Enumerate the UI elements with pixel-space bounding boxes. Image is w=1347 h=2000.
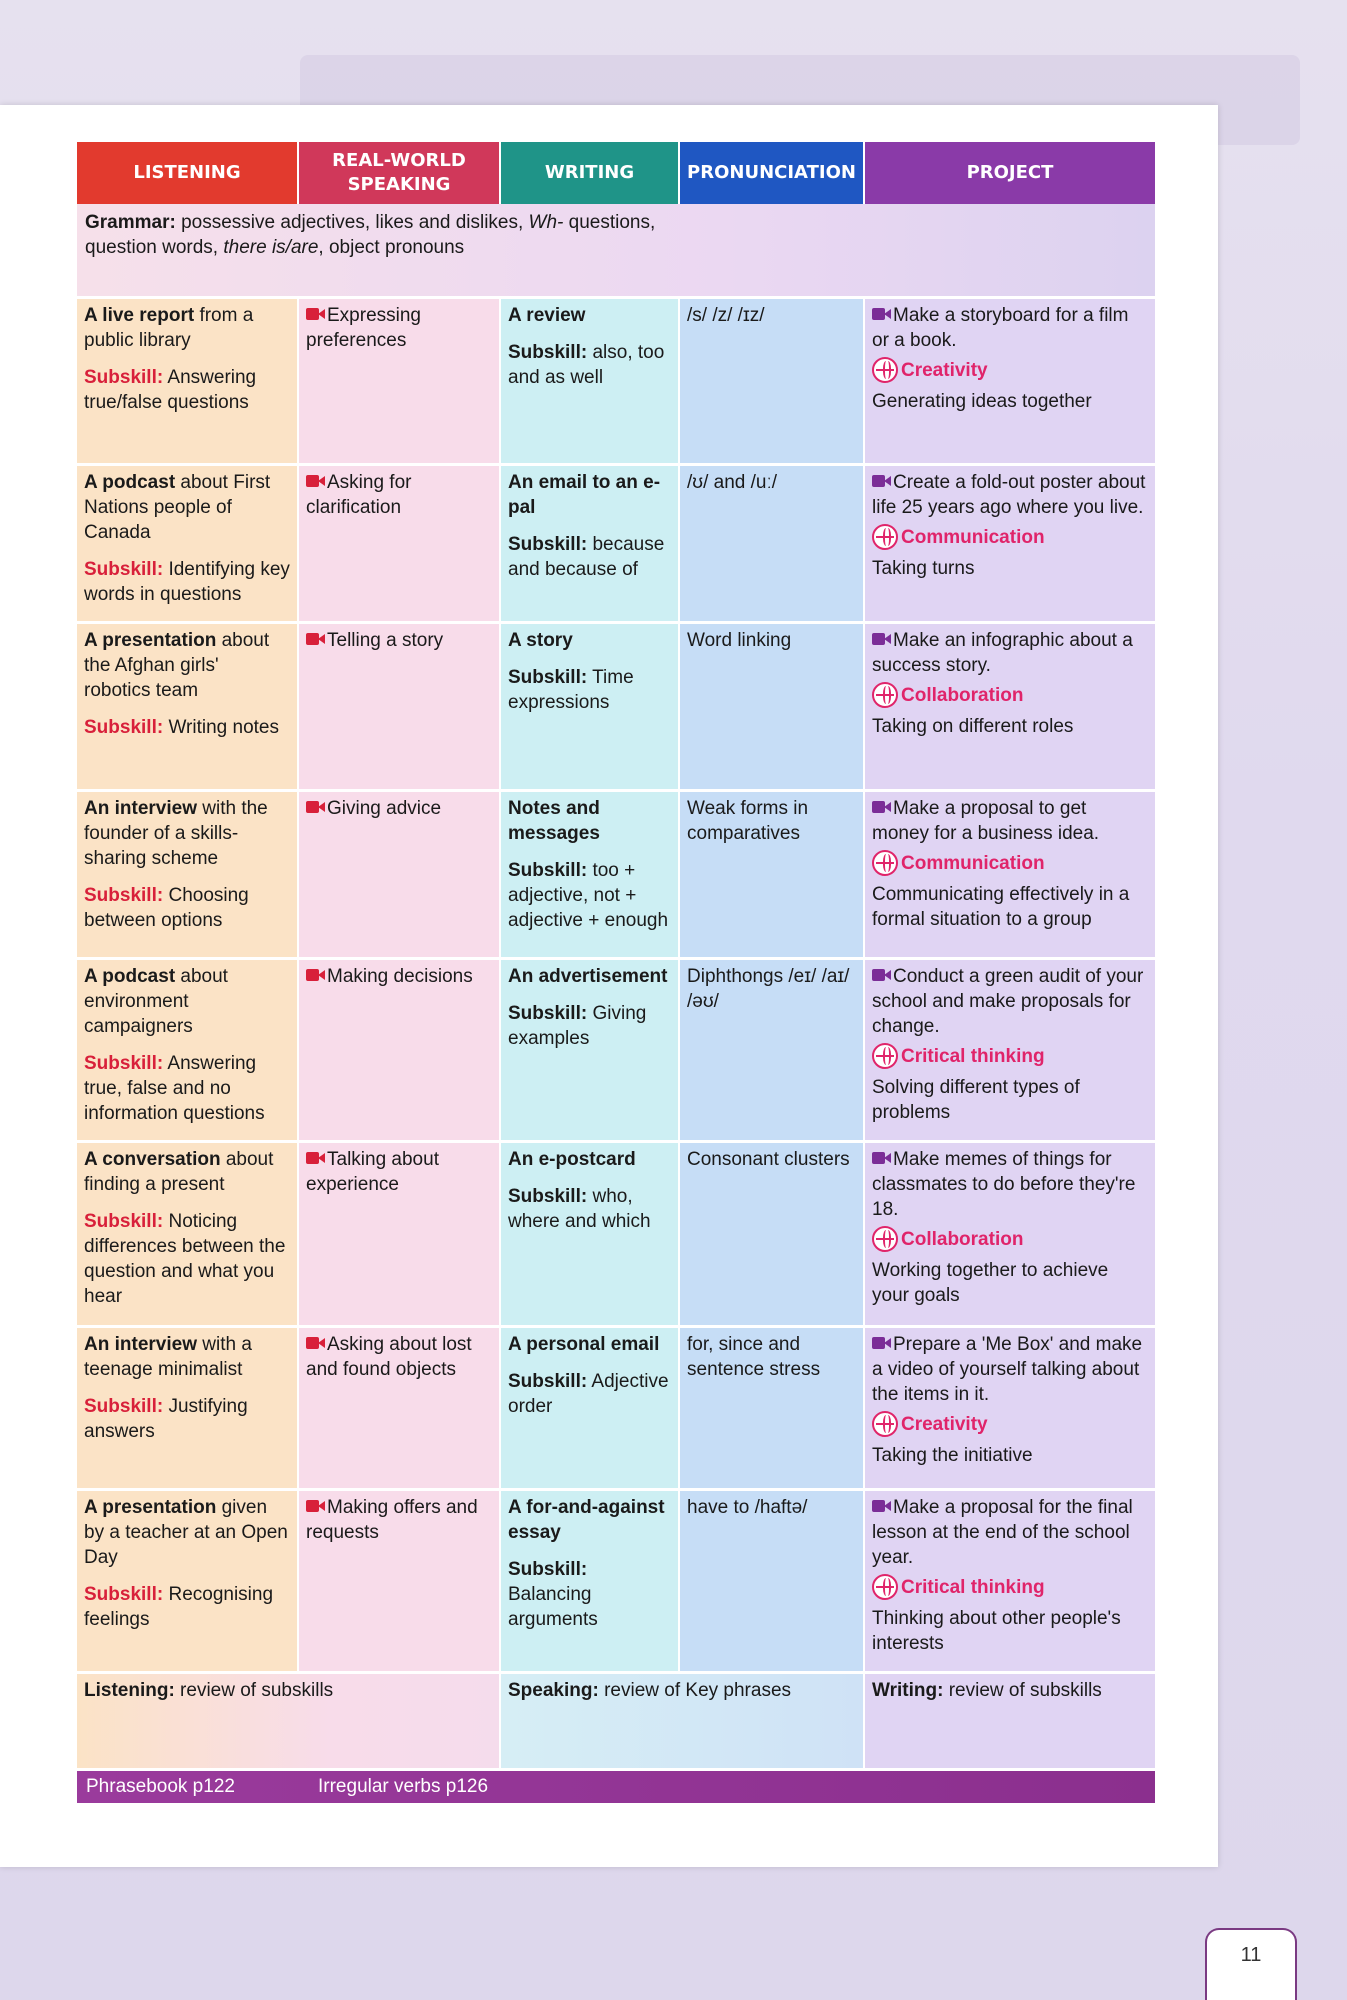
pronunciation-text: Weak forms in comparatives: [687, 798, 809, 844]
project-cell: [865, 624, 1155, 789]
subskill-label: Subskill:: [84, 367, 164, 388]
pronunciation-text: Word linking: [687, 630, 792, 651]
header-pronunciation: PRONUNCIATION: [680, 142, 863, 204]
pronunciation-text: Diphthongs /eɪ/ /aɪ/ /əʊ/: [687, 966, 850, 1012]
subskill-label: Subskill:: [84, 1211, 164, 1232]
writing-subskill: Giving examples: [508, 1003, 647, 1049]
listening-cell: [77, 1143, 297, 1325]
listening-title: A podcast: [84, 472, 176, 493]
unit-row: [77, 957, 1155, 1140]
speaking-function: Asking for clarification: [306, 472, 412, 518]
listening-desc: with a teenage minimalist: [84, 1334, 252, 1380]
header-speaking: [299, 142, 499, 204]
listening-desc: about First Nations people of Canada: [84, 472, 271, 543]
grammar-text-4: , object pronouns: [318, 237, 465, 258]
listening-desc: from a public library: [84, 305, 254, 351]
writing-subskill-label: Subskill:: [508, 1186, 588, 1207]
skills-globe-icon: [872, 1226, 898, 1252]
project-task: Prepare a 'Me Box' and make a video of yourself talking about the items in it.: [872, 1334, 1143, 1405]
listening-cell: [77, 466, 297, 621]
skill-description: Taking on different roles: [872, 716, 1074, 737]
header-speaking-label: REAL-WORLD SPEAKING: [332, 150, 466, 195]
skill-name: Collaboration: [901, 684, 1024, 706]
listening-cell: [77, 624, 297, 789]
speaking-function: Making offers and requests: [306, 1497, 478, 1543]
listening-title: A presentation: [84, 1497, 217, 1518]
skill-name: Communication: [901, 852, 1045, 874]
contents-table: [77, 142, 1155, 1803]
project-task: Create a fold-out poster about life 25 years ago where you live.: [872, 472, 1146, 518]
pronunciation-cell: [680, 299, 863, 463]
video-camera-icon: [306, 1337, 324, 1349]
writing-title: A for-and-against essay: [508, 1497, 665, 1543]
video-camera-icon: [872, 1337, 890, 1349]
writing-subskill-label: Subskill:: [508, 1371, 588, 1392]
unit-row: [77, 1140, 1155, 1325]
project-task: Make a proposal for the final lesson at the end of the school year.: [872, 1497, 1133, 1568]
listening-desc: given by a teacher at an Open Day: [84, 1497, 288, 1568]
writing-subskill-label: Subskill:: [508, 1003, 588, 1024]
listening-desc: with the founder of a skills-sharing scheme: [84, 798, 268, 869]
listening-desc: about the Afghan girls' robotics team: [84, 630, 270, 701]
video-camera-icon: [306, 475, 324, 487]
project-task: Conduct a green audit of your school and make proposals for change.: [872, 966, 1144, 1037]
pronunciation-cell: [680, 1328, 863, 1488]
grammar-text-1: possessive adjectives, likes and dislikes,: [175, 212, 529, 233]
video-camera-icon: [306, 1152, 324, 1164]
writing-subskill: Time expressions: [508, 667, 634, 713]
video-camera-icon: [872, 308, 890, 320]
review-speaking-label: Speaking:: [508, 1680, 599, 1701]
listening-subskill: Answering true, false and no information questions: [84, 1053, 265, 1124]
listening-cell: [77, 1491, 297, 1671]
subskill-label: Subskill:: [84, 1584, 164, 1605]
pronunciation-text: /s/ /z/ /ɪz/: [687, 305, 765, 326]
project-task: Make a proposal to get money for a business idea.: [872, 798, 1100, 844]
writing-cell: [501, 960, 678, 1140]
speaking-function: Telling a story: [327, 630, 444, 651]
grammar-row: [77, 204, 1155, 296]
listening-subskill: Choosing between options: [84, 885, 249, 931]
skills-globe-icon: [872, 850, 898, 876]
review-writing-label: Writing:: [872, 1680, 944, 1701]
speaking-function: Asking about lost and found objects: [306, 1334, 472, 1380]
listening-title: An interview: [84, 798, 197, 819]
speaking-cell: [299, 466, 499, 621]
grammar-text-3: question words,: [85, 237, 224, 258]
skills-globe-icon: [872, 357, 898, 383]
pronunciation-cell: [680, 960, 863, 1140]
project-task: Make memes of things for classmates to do before they're 18.: [872, 1149, 1136, 1220]
review-writing: [865, 1674, 1155, 1768]
speaking-cell: [299, 1143, 499, 1325]
writing-title: Notes and messages: [508, 798, 600, 844]
pronunciation-text: for, since and sentence stress: [687, 1334, 821, 1380]
skill-name: Critical thinking: [901, 1576, 1045, 1598]
pronunciation-cell: [680, 466, 863, 621]
skill-name: Creativity: [901, 359, 988, 381]
header-writing: WRITING: [501, 142, 678, 204]
subskill-label: Subskill:: [84, 717, 164, 738]
writing-cell: [501, 466, 678, 621]
grammar-label: Grammar:: [85, 212, 176, 233]
writing-subskill: also, too and as well: [508, 342, 665, 388]
writing-cell: [501, 624, 678, 789]
listening-cell: [77, 792, 297, 957]
grammar-there: there is/are: [223, 237, 319, 258]
writing-title: A story: [508, 630, 573, 651]
phrasebook-link[interactable]: Phrasebook p122: [86, 1776, 235, 1797]
listening-title: A podcast: [84, 966, 176, 987]
video-camera-icon: [872, 969, 890, 981]
skill-description: Communicating effectively in a formal situation to a group: [872, 884, 1130, 930]
skills-globe-icon: [872, 1043, 898, 1069]
speaking-function: Making decisions: [327, 966, 473, 987]
review-listening-text: review of subskills: [174, 1680, 334, 1701]
subskill-label: Subskill:: [84, 885, 164, 906]
review-speaking-text: review of Key phrases: [598, 1680, 792, 1701]
skills-globe-icon: [872, 1574, 898, 1600]
project-cell: [865, 792, 1155, 957]
pronunciation-text: have to /haftə/: [687, 1497, 808, 1518]
subskill-label: Subskill:: [84, 1396, 164, 1417]
listening-cell: [77, 1328, 297, 1488]
speaking-cell: [299, 792, 499, 957]
project-cell: [865, 299, 1155, 463]
review-listening: [77, 1674, 499, 1768]
listening-subskill: Noticing differences between the question and what you hear: [84, 1211, 286, 1307]
skills-globe-icon: [872, 1411, 898, 1437]
listening-title: A presentation: [84, 630, 217, 651]
pronunciation-cell: [680, 1143, 863, 1325]
writing-cell: [501, 299, 678, 463]
listening-desc: about environment campaigners: [84, 966, 228, 1037]
review-speaking: [501, 1674, 863, 1768]
speaking-cell: [299, 624, 499, 789]
unit-row: [77, 296, 1155, 463]
video-camera-icon: [872, 1152, 890, 1164]
grammar-text-2: questions,: [563, 212, 656, 233]
listening-desc: about finding a present: [84, 1149, 274, 1195]
video-camera-icon: [306, 1500, 324, 1512]
writing-subskill: because and because of: [508, 534, 665, 580]
speaking-cell: [299, 1491, 499, 1671]
writing-subskill: Adjective order: [508, 1371, 669, 1417]
skill-description: Taking turns: [872, 558, 975, 579]
skill-description: Solving different types of problems: [872, 1077, 1080, 1123]
project-cell: [865, 960, 1155, 1140]
writing-cell: [501, 792, 678, 957]
irregular-verbs-link[interactable]: Irregular verbs p126: [318, 1776, 489, 1797]
unit-row: [77, 1325, 1155, 1488]
project-task: Make an infographic about a success story.: [872, 630, 1133, 676]
skill-description: Generating ideas together: [872, 391, 1092, 412]
video-camera-icon: [872, 801, 890, 813]
project-cell: [865, 1491, 1155, 1671]
listening-subskill: Identifying key words in questions: [84, 559, 290, 605]
project-cell: [865, 1143, 1155, 1325]
writing-subskill-label: Subskill:: [508, 860, 588, 881]
skill-description: Working together to achieve your goals: [872, 1260, 1109, 1306]
unit-row: [77, 621, 1155, 789]
writing-title: An email to an e-pal: [508, 472, 661, 518]
skills-globe-icon: [872, 524, 898, 550]
skill-name: Collaboration: [901, 1228, 1024, 1250]
writing-cell: [501, 1328, 678, 1488]
unit-rows: [77, 296, 1155, 1671]
unit-row: [77, 463, 1155, 621]
writing-subskill: too + adjective, not + adjective + enough: [508, 860, 669, 931]
pronunciation-text: /ʊ/ and /uː/: [687, 472, 778, 493]
pronunciation-cell: [680, 792, 863, 957]
video-camera-icon: [872, 475, 890, 487]
writing-subskill-label: Subskill:: [508, 534, 588, 555]
video-camera-icon: [306, 801, 324, 813]
project-task: Make a storyboard for a film or a book.: [872, 305, 1129, 351]
speaking-function: Giving advice: [327, 798, 442, 819]
video-camera-icon: [306, 633, 324, 645]
speaking-function: Expressing preferences: [306, 305, 421, 351]
writing-subskill: who, where and which: [508, 1186, 651, 1232]
skill-name: Communication: [901, 526, 1045, 548]
video-camera-icon: [872, 1500, 890, 1512]
pronunciation-text: Consonant clusters: [687, 1149, 850, 1170]
footer-bar: [77, 1771, 1155, 1803]
video-camera-icon: [306, 969, 324, 981]
speaking-cell: [299, 299, 499, 463]
listening-title: A conversation: [84, 1149, 221, 1170]
pronunciation-cell: [680, 624, 863, 789]
writing-title: An e-postcard: [508, 1149, 636, 1170]
writing-subskill-label: Subskill:: [508, 342, 588, 363]
listening-subskill: Writing notes: [163, 717, 279, 738]
writing-cell: [501, 1491, 678, 1671]
review-listening-label: Listening:: [84, 1680, 175, 1701]
header-listening: LISTENING: [77, 142, 297, 204]
grammar-wh: Wh-: [528, 212, 564, 233]
review-writing-text: review of subskills: [943, 1680, 1102, 1701]
table-header: [77, 142, 1155, 204]
skill-description: Taking the initiative: [872, 1445, 1033, 1466]
listening-title: An interview: [84, 1334, 197, 1355]
video-camera-icon: [872, 633, 890, 645]
listening-subskill: Answering true/false questions: [84, 367, 257, 413]
subskill-label: Subskill:: [84, 1053, 164, 1074]
listening-cell: [77, 960, 297, 1140]
pronunciation-cell: [680, 1491, 863, 1671]
header-project: PROJECT: [865, 142, 1155, 204]
speaking-cell: [299, 1328, 499, 1488]
speaking-function: Talking about experience: [306, 1149, 439, 1195]
writing-subskill-label: Subskill:: [508, 1559, 588, 1580]
writing-cell: [501, 1143, 678, 1325]
writing-title: An advertisement: [508, 966, 668, 987]
skill-description: Thinking about other people's interests: [872, 1608, 1121, 1654]
speaking-cell: [299, 960, 499, 1140]
unit-row: [77, 1488, 1155, 1671]
page-number: 11: [1205, 1928, 1297, 2000]
listening-cell: [77, 299, 297, 463]
project-cell: [865, 1328, 1155, 1488]
project-cell: [865, 466, 1155, 621]
listening-title: A live report: [84, 305, 195, 326]
review-row: [77, 1671, 1155, 1768]
subskill-label: Subskill:: [84, 559, 164, 580]
skills-globe-icon: [872, 682, 898, 708]
writing-subskill-label: Subskill:: [508, 667, 588, 688]
listening-subskill: Justifying answers: [84, 1396, 248, 1442]
writing-title: A review: [508, 305, 586, 326]
listening-subskill: Recognising feelings: [84, 1584, 274, 1630]
skill-name: Creativity: [901, 1413, 988, 1435]
writing-title: A personal email: [508, 1334, 660, 1355]
unit-row: [77, 789, 1155, 957]
video-camera-icon: [306, 308, 324, 320]
skill-name: Critical thinking: [901, 1045, 1045, 1067]
writing-subskill: Balancing arguments: [508, 1584, 598, 1630]
